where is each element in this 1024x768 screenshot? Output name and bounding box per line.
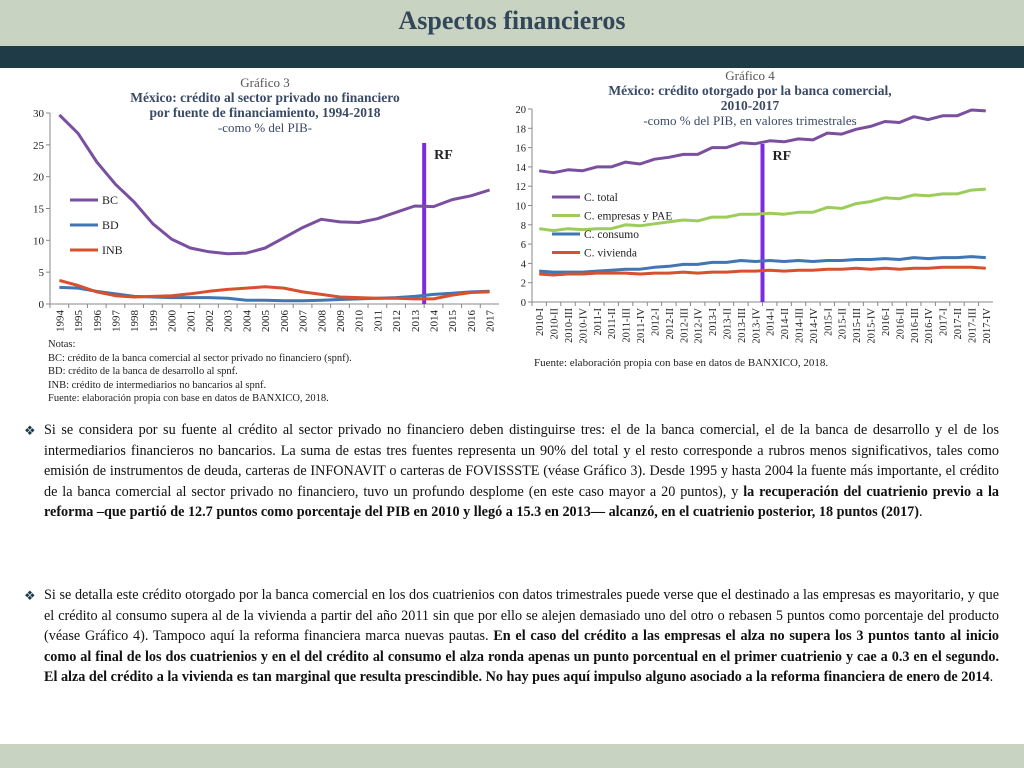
chart3-x-tick-label: 2001 — [185, 310, 198, 332]
chart4-x-tick-label: 2012-III — [679, 308, 691, 343]
chart3-x-tick-label: 2005 — [260, 310, 273, 332]
chart3-y-tick-label: 10 — [33, 235, 44, 248]
chart4-y-tick-label: 18 — [515, 124, 526, 136]
chart4-x-tick-label: 2015-I — [823, 308, 835, 336]
chart3-legend-label: BD — [102, 218, 119, 232]
chart3-x-tick-label: 2015 — [447, 310, 460, 332]
chart4-x-tick-label: 2013-IV — [751, 308, 763, 344]
chart4-subtitle: -como % del PIB, en valores trimestrales — [643, 113, 857, 128]
chart3-legend-label: BC — [102, 193, 119, 207]
chart3-x-tick-label: 2014 — [428, 310, 441, 332]
note-bc: BC: crédito de la banca comercial al sector privado no financiero (spnf). — [48, 352, 352, 364]
chart3-y-tick-label: 15 — [33, 203, 44, 216]
chart4-y-tick-label: 12 — [515, 182, 526, 194]
chart4-x-tick-label: 2011-II — [607, 308, 619, 340]
chart4-legend-label: C. vivienda — [584, 247, 638, 260]
chart3-x-tick-label: 1997 — [110, 310, 123, 332]
chart4-x-tick-label: 2010-II — [549, 308, 561, 340]
chart4-x-tick-label: 2010-IV — [578, 308, 590, 344]
chart3-label: Gráfico 3 — [240, 75, 290, 90]
chart4-x-tick-label: 2013-I — [708, 308, 720, 336]
chart4-x-tick-label: 2014-I — [765, 308, 777, 336]
chart4-x-tick-label: 2016-II — [895, 308, 907, 340]
slide-title: Aspectos financieros — [398, 6, 626, 35]
chart4-y-tick-label: 16 — [515, 143, 526, 155]
paragraph-1-bold: la recuperación del cuatrienio previo a la reforma –que partió de 12.7 puntos como porcentaje del PIB en 2010 y llegó a 15.3 en 2013— alcanzó, en el cuatrienio posterior, 18 puntos (2017) — [44, 483, 1000, 521]
chart4-y-tick-label: 2 — [520, 278, 526, 290]
chart3-x-tick-label: 2007 — [297, 310, 310, 332]
chart4-legend-label: C. empresas y PAE — [584, 210, 673, 223]
chart4-x-tick-label: 2013-II — [722, 308, 734, 340]
notes-heading: Notas: — [48, 339, 76, 350]
chart4-x-tick-label: 2013-III — [736, 308, 748, 343]
chart4-x-tick-label: 2011-IV — [636, 308, 648, 344]
chart4-x-tick-label: 2014-II — [780, 308, 792, 340]
chart3-x-tick-label: 1996 — [91, 310, 104, 332]
chart3-x-tick-label: 2000 — [166, 310, 179, 332]
chart4-x-tick-label: 2010-III — [564, 308, 576, 343]
chart4-y-tick-label: 6 — [520, 240, 526, 252]
chart4-title-line1: México: crédito otorgado por la banca comercial, — [608, 83, 892, 98]
chart3-x-tick-label: 2008 — [316, 310, 329, 332]
chart3-y-tick-label: 25 — [33, 139, 44, 152]
chart4-source: Fuente: elaboración propia con base en datos de BANXICO, 2018. — [534, 357, 829, 369]
chart4-x-tick-label: 2014-IV — [808, 308, 820, 344]
chart3-x-tick-label: 2004 — [241, 310, 254, 332]
chart3-x-tick-label: 1994 — [54, 310, 67, 332]
chart3-y-tick-label: 30 — [33, 108, 44, 120]
chart4-x-tick-label: 2012-I — [650, 308, 662, 336]
chart3-notes — [48, 338, 428, 406]
chart4-title-line2: 2010-2017 — [720, 98, 780, 113]
chart4-x-tick-label: 2016-III — [909, 308, 921, 343]
chart4-y-tick-label: 10 — [515, 201, 526, 213]
chart3-x-tick-label: 2003 — [222, 310, 235, 332]
chart3-legend-label: INB — [102, 243, 123, 257]
chart3-x-tick-label: 2009 — [334, 310, 347, 332]
chart4-x-tick-label: 2017-I — [938, 308, 950, 336]
chart4-svg — [0, 0, 1024, 360]
chart4-rf-label: RF — [772, 149, 792, 164]
chart3-y-tick-label: 5 — [38, 267, 44, 280]
chart3-x-tick-label: 2011 — [372, 310, 385, 332]
chart3-x-tick-label: 2006 — [278, 310, 291, 332]
chart4-legend-label: C. consumo — [584, 229, 639, 241]
chart3-x-tick-label: 2012 — [391, 310, 404, 332]
chart4-label: Gráfico 4 — [725, 68, 775, 83]
chart3-subtitle: -como % del PIB- — [217, 120, 313, 135]
paragraph-1-end: . — [918, 504, 923, 521]
paragraph-2 — [44, 585, 999, 688]
paragraph-2-text: Si se detalla este crédito otorgado por la banca comercial en los dos cuatrienios con datos trimestrales puede verse que el destinado a las empresas es mayoritario, y que el crédito al consumo supera al de la vivienda a partir del año 2011 sin que por ello se alejen demasiado uno del otro o rebasen 5 puntos como porcentaje del producto (véase Gráfico 4). Tampoco aquí la reforma financiera marca nuevas pautas. — [44, 587, 999, 645]
chart4-x-tick-label: 2015-II — [837, 308, 849, 340]
chart3-title-line1: México: crédito al sector privado no financiero — [130, 90, 400, 105]
chart3-x-tick-label: 2002 — [204, 310, 217, 332]
chart3-rf-label: RF — [434, 148, 453, 163]
chart4-y-tick-label: 0 — [520, 298, 526, 309]
chart4-x-tick-label: 2011-III — [621, 308, 633, 343]
note-source: Fuente: elaboración propia con base en datos de BANXICO, 2018. — [48, 393, 329, 404]
chart4-x-tick-label: 2014-III — [794, 308, 806, 343]
chart4-x-tick-label: 2012-IV — [693, 308, 705, 344]
chart4-x-tick-label: 2017-III — [967, 308, 979, 343]
footer-bar — [0, 744, 1024, 768]
chart4-y-tick-label: 4 — [520, 259, 526, 271]
chart4-x-tick-label: 2010-I — [535, 308, 547, 336]
chart3-x-tick-label: 2016 — [465, 310, 478, 332]
chart3-x-tick-label: 2010 — [353, 310, 366, 332]
chart4-x-tick-label: 2016-IV — [924, 308, 936, 344]
bullet-diamond-icon: ❖ — [24, 589, 36, 604]
chart4-y-tick-label: 14 — [515, 162, 526, 174]
paragraph-2-end: . — [989, 669, 994, 686]
chart3-title-line2: por fuente de financiamiento, 1994-2018 — [149, 105, 381, 120]
chart4-x-tick-label: 2017-IV — [981, 308, 993, 344]
note-inb: INB: crédito de intermediarios no bancarios al spnf. — [48, 379, 267, 391]
chart3-y-tick-label: 20 — [33, 171, 44, 184]
bullet-diamond-icon: ❖ — [24, 424, 36, 439]
chart3-x-tick-label: 1995 — [73, 310, 86, 332]
chart3-x-tick-label: 1998 — [129, 310, 142, 332]
chart4-x-tick-label: 2016-I — [880, 308, 892, 336]
chart4-x-tick-label: 2015-III — [852, 308, 864, 343]
chart3-x-tick-label: 1999 — [147, 310, 160, 332]
paragraph-1-text: Si se considera por su fuente al crédito al sector privado no financiero deben distinguirse tres: el de la banca comercial, el de la banca de desarrollo y el de los intermediarios financieros no bancarios. La suma de estas tres fuentes representa un 90% del total y el resto corresponde a rubros menos significativos, tales como emisión de instrumentos de deuda, carteras de INFONAVIT o carteras de FOVISSSTE (véase Gráfico 3). Desde 1995 y hasta 2004 la fuente más importante, el crédito de la banca comercial al sector privado no financiero, tuvo un profundo desplome (en este caso mayor a 20 puntos), y — [44, 422, 999, 500]
note-bd: BD: crédito de la banca de desarrollo al spnf. — [48, 366, 238, 377]
chart4-y-tick-label: 20 — [515, 105, 526, 116]
chart4-y-tick-label: 8 — [520, 220, 526, 232]
paragraph-2-bold: En el caso del crédito a las empresas el alza no supera los 3 puntos tanto al inicio como al final de los dos cuatrienios y en el del crédito al consumo el alza ronda apenas un punto porcentual en el primer cuatrienio y cae a 0.3 en el segundo. El alza del crédito a la vivienda es tan marginal que resulta prescindible. No hay pues aquí impulso alguno asociado a la reforma financiera de enero de 2014 — [44, 628, 999, 686]
paragraph-1 — [44, 420, 999, 523]
chart4-x-tick-label: 2011-I — [592, 308, 604, 336]
chart3-x-tick-label: 2017 — [484, 310, 497, 333]
chart4-x-tick-label: 2017-II — [952, 308, 964, 340]
chart4-legend-label: C. total — [584, 192, 618, 204]
chart4-x-tick-label: 2015-IV — [866, 308, 878, 344]
chart3-x-tick-label: 2013 — [409, 310, 422, 332]
chart3-y-tick-label: 0 — [38, 299, 44, 311]
chart4-x-tick-label: 2012-II — [664, 308, 676, 340]
